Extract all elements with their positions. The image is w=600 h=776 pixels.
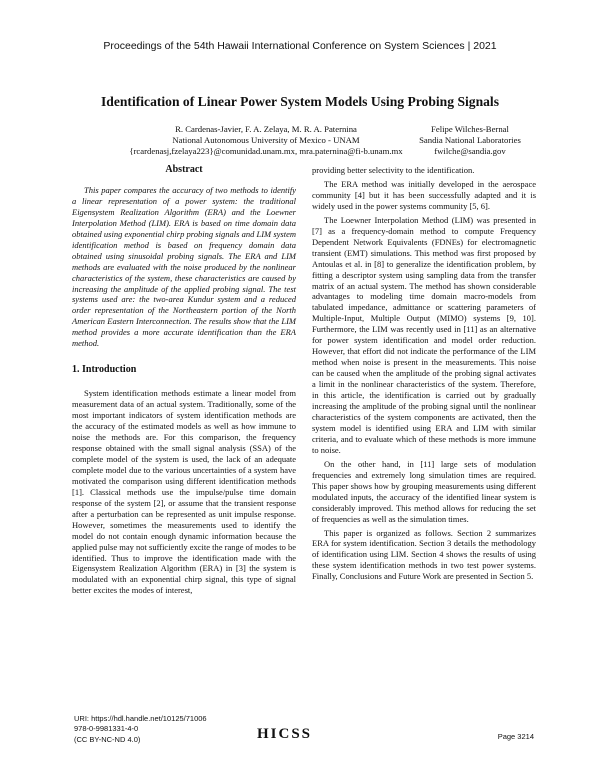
page-footer bbox=[74, 714, 534, 754]
body-paragraph: On the other hand, in [11] large sets of modulation frequencies and extremely long simulation times are required. This paper shows how by grouping measurements using different modulated inputs, the accuracy of the identified linear system is considerably improved. This method allows for reducing the set of frequencies as well as the simulation times. bbox=[312, 458, 536, 524]
author-block-sandia bbox=[398, 124, 542, 157]
proceedings-header: Proceedings of the 54th Hawaii International Conference on System Sciences | 2021 bbox=[103, 40, 497, 52]
section-heading-introduction: 1. Introduction bbox=[72, 364, 137, 376]
left-column bbox=[72, 165, 296, 596]
hicss-logo: HICSS bbox=[257, 726, 313, 742]
right-column bbox=[312, 165, 536, 582]
abstract-body: This paper compares the accuracy of two methods to identify a linear representation of a power system: the traditional Eigensystem Realization Algorithm (ERA) and the Loewner Interpolation Method (LIM). ERA is based on time domain data obtained using exponential chirp probing signals and LIM system identification method is based on frequency domain data obtained using sinusoidal probing signals. The ERA and LIM methods are evaluated with the noise produced by the nonlinear characteristics of the system, these characteristics are caused by increasing the amplitude of the applied probing signal. The test systems used are: the two-area Kundur system and a reduced order representation of the Northeastern portion of the North American Eastern Interconnection. The results show that the LIM method provides a more accurate identification than the ERA method. bbox=[72, 184, 296, 349]
abstract-heading: Abstract bbox=[165, 164, 203, 175]
author-email: fwilche@sandia.gov bbox=[434, 146, 506, 157]
footer-identifiers bbox=[74, 714, 207, 745]
body-paragraph: This paper is organized as follows. Section 2 summarizes ERA for system identification. Section 3 details the methodology of identification using LIM. Section 4 shows the results of using these system identification methods in two test power systems. Finally, Conclusions and Future Work are presented in Section 5. bbox=[312, 527, 536, 582]
paper-title: Identification of Linear Power System Models Using Probing Signals bbox=[100, 94, 499, 109]
author-affiliation: Sandia National Laboratories bbox=[419, 135, 521, 146]
body-paragraph: The ERA method was initially developed in the aerospace community [4] but it has been successfully adapted and it is widely used in the power systems community [5, 6]. bbox=[312, 178, 536, 211]
author-affiliation: National Autonomous University of Mexico - UNAM bbox=[172, 135, 360, 146]
author-name: Felipe Wilches-Bernal bbox=[431, 124, 509, 134]
body-paragraph: providing better selectivity to the identification. bbox=[312, 165, 475, 175]
footer-isbn: 978-0-9981331-4-0 bbox=[74, 724, 139, 734]
footer-license: (CC BY-NC-ND 4.0) bbox=[74, 734, 141, 744]
author-names: R. Cardenas-Javier, F. A. Zelaya, M. R. A. Paternina bbox=[175, 124, 357, 134]
intro-paragraph: System identification methods estimate a linear model from measurement data of an actual system. Traditionally, some of the most important indicators of system identification methods are the accuracy of the estimated models as well as how immune to noise the methods are. For this comparison, the frequency response obtained with the small signal analysis (SSA) of the complete model of the system is used, the lack of an adequate complete model due to the various uncertainties of a system have motivated the comparison using different identification methods [1]. Classical methods use the impulse/pulse time domain response of the system [2], or assume that the transient response after a perturbation can be represented as unit impulse response. However, sometimes the measurements used to identify the model do not contain enough dynamic information because the applied pulse may not sufficiently excite the range of modes to be identified. Thus to improve the identification made with the Eigensystem Realization Algorithm (ERA) in [3] the system is modulated with an exponential chirp signal, this type of signal better excites the modes of interest, bbox=[72, 388, 296, 596]
author-block-unam bbox=[120, 124, 412, 157]
footer-uri: URI: https://hdl.handle.net/10125/71006 bbox=[74, 714, 207, 723]
author-emails: {rcardenasj,fzelaya223}@comunidad.unam.mx, mra.paternina@fi-b.unam.mx bbox=[129, 146, 403, 157]
page-number: Page 3214 bbox=[497, 732, 534, 741]
body-paragraph: The Loewner Interpolation Method (LIM) was presented in [7] as a frequency-domain method to compute Frequency Dependent Network Equivalents (FDNEs) for electromagnetic transient (EMT) simulations. This method was first proposed by Antoulas et al. in [8] to generalize the identification problem, by fitting a descriptor system using sampling data from the transfer matrix of an actual system. The method has shown considerable advantages to modeling time domain macro-models from tabulated impedance, admittance or scattering parameters of Multiple-Input, Multiple Output (MIMO) systems [9, 10]. Furthermore, the LIM was recently used in [11] as an alternative for power system identification and model order reduction. However, that effort did not indicate the performance of the LIM method when noise is present in the measurements. This noise can be caused when the amplitude of the probing signal activates a limit in the nonlinear characteristics of the system. Therefore, in this article, the identification is carried out by gradually increasing the amplitude of the probing signal until the nonlinear characteristics of the system components are activated, then the system model is identified using ERA and LIM with similar criteria, and to evaluate which of these methods is more immune to noise. bbox=[312, 214, 536, 455]
